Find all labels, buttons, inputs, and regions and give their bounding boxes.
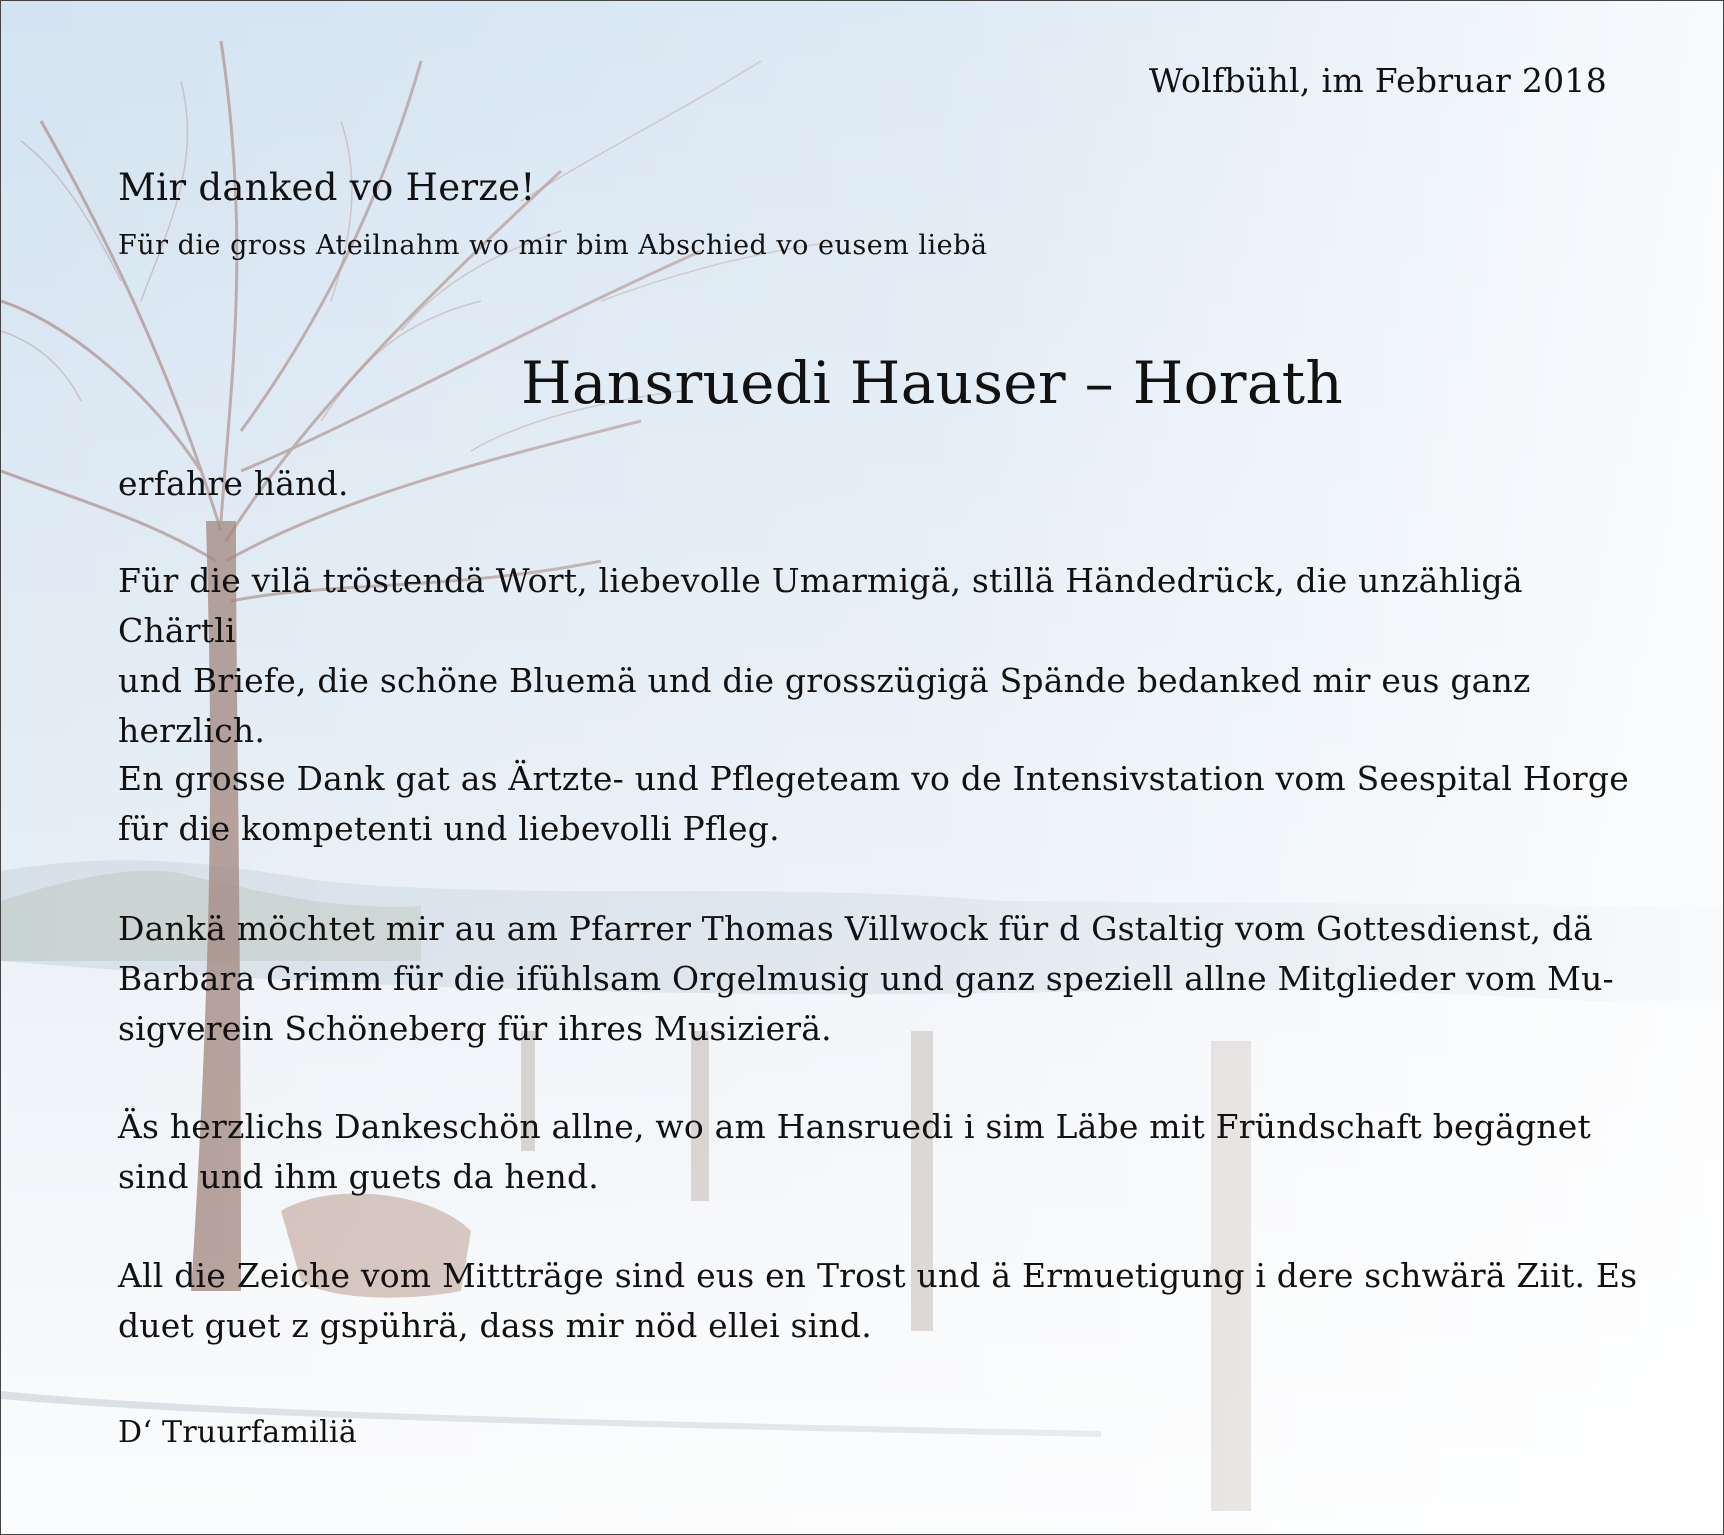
date-line: Wolfbühl, im Februar 2018	[1148, 61, 1607, 100]
deceased-name	[1, 349, 1723, 417]
paragraph: Für die vilä tröstendä Wort, liebevolle Umarmigä, stillä Händedrück, die unzähligä Chärtli und Briefe, die schöne Bluemä und die grosszügigä Spände bedanked mir eus ganz herzlich.	[118, 561, 1531, 750]
paragraph: All die Zeiche vom Mittträge sind eus en Trost und ä Ermuetigung i dere schwärä Ziit. Es duet guet z gspührä, dass mir nöd ellei sind.	[118, 1256, 1638, 1345]
paragraph: erfahre händ.	[118, 464, 349, 503]
thank-you-heading: Mir danked vo Herze!	[118, 166, 536, 209]
paragraph: Dankä möchtet mir au am Pfarrer Thomas Villwock für d Gstaltig vom Gottesdienst, dä Barbara Grimm für die ifühlsam Orgelmusig und ganz speziell allne Mitglieder vom Mu- sigverein Schöneberg für ihres Musizierä.	[118, 909, 1614, 1048]
intro-line: Für die gross Ateilnahm wo mir bim Abschied vo eusem liebä	[118, 230, 988, 261]
paragraph: En grosse Dank gat as Ärtzte- und Pflegeteam vo de Intensivstation vom Seespital Horge für die kompetenti und liebevolli Pfleg.	[118, 759, 1629, 848]
deceased-name-text: Hansruedi Hauser – Horath	[521, 349, 1343, 417]
signature: D‘ Truurfamiliä	[118, 1415, 358, 1450]
paragraph: Äs herzlichs Dankeschön allne, wo am Hansruedi i sim Läbe mit Fründschaft begägnet sind und ihm guets da hend.	[118, 1107, 1591, 1196]
